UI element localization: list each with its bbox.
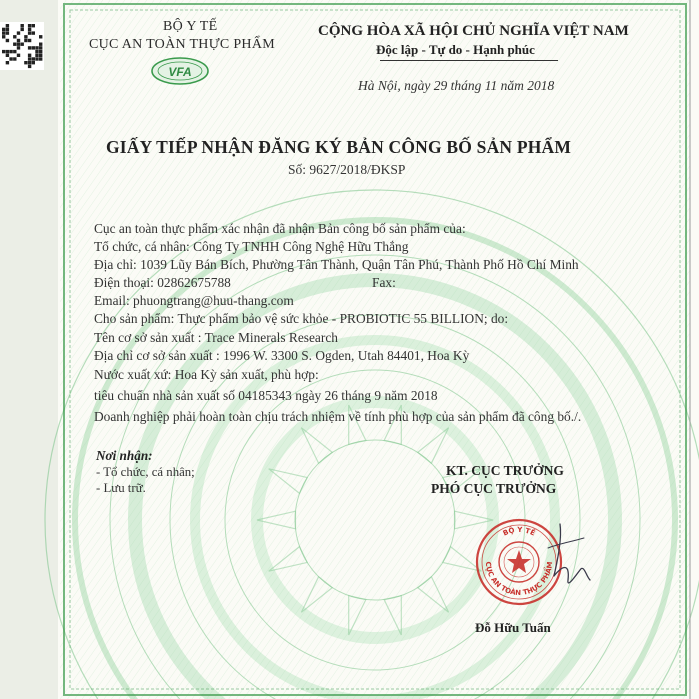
qr-cell xyxy=(13,50,16,53)
signature-role: PHÓ CỤC TRƯỞNG xyxy=(431,481,557,496)
qr-cell xyxy=(21,24,24,27)
qr-cell xyxy=(35,46,38,49)
body-email: Email: phuongtrang@huu-thang.com xyxy=(94,293,294,308)
motto-underline xyxy=(380,60,558,61)
qr-cell xyxy=(6,24,9,27)
body-manufacturer-address: Địa chỉ cơ sở sản xuất : 1996 W. 3300 S. Ogden, Utah 84401, Hoa Kỳ xyxy=(94,348,470,363)
signature-on-behalf: KT. CỤC TRƯỞNG xyxy=(446,463,564,478)
qr-cell xyxy=(24,61,27,64)
qr-cell xyxy=(2,28,5,31)
qr-cell xyxy=(39,43,42,46)
qr-cell xyxy=(32,61,35,64)
recipients-heading: Nơi nhận: xyxy=(96,448,153,463)
body-origin: Nước xuất xứ: Hoa Kỳ sản xuất, phù hợp: xyxy=(94,367,319,382)
qr-cell xyxy=(39,50,42,53)
place-date: Hà Nội, ngày 29 tháng 11 năm 2018 xyxy=(358,78,555,93)
body-phone: Điện thoại: 02862675788 xyxy=(94,275,231,290)
svg-text:VFA: VFA xyxy=(168,65,192,79)
qr-cell xyxy=(2,31,5,34)
body-intro: Cục an toàn thực phẩm xác nhận đã nhận Bản công bố sản phẩm của: xyxy=(94,221,466,236)
qr-cell xyxy=(32,24,35,27)
body-standard: tiêu chuẩn nhà sản xuất số 04185343 ngày 26 tháng 9 năm 2018 xyxy=(94,388,438,403)
qr-code xyxy=(0,22,44,70)
qr-cell xyxy=(21,43,24,46)
qr-cell xyxy=(17,39,20,42)
signer-name: Đỗ Hữu Tuấn xyxy=(475,620,551,635)
qr-cell xyxy=(28,61,31,64)
qr-cell xyxy=(24,35,27,38)
qr-cell xyxy=(28,65,31,68)
handwritten-signature xyxy=(540,518,600,598)
document-number: Số: 9627/2018/ĐKSP xyxy=(288,162,406,177)
qr-cell xyxy=(35,50,38,53)
qr-cell xyxy=(6,54,9,57)
qr-cell xyxy=(28,24,31,27)
ministry-name: BỘ Y TẾ xyxy=(163,19,218,34)
qr-cell xyxy=(13,57,16,60)
agency-name: CỤC AN TOÀN THỰC PHẨM xyxy=(89,37,275,52)
qr-cell xyxy=(39,35,42,38)
svg-text:CỤC AN TOÀN THỰC PHẨM: CỤC AN TOÀN THỰC PHẨM xyxy=(483,561,555,598)
qr-cell xyxy=(17,31,20,34)
qr-cell xyxy=(32,46,35,49)
national-motto: Độc lập - Tự do - Hạnh phúc xyxy=(376,42,535,57)
body-product: Cho sản phẩm: Thực phẩm bảo vệ sức khỏe - PROBIOTIC 55 BILLION; do: xyxy=(94,311,509,326)
qr-cell xyxy=(17,46,20,49)
qr-cell xyxy=(6,31,9,34)
qr-cell xyxy=(24,39,27,42)
recipient-item: - Tổ chức, cá nhân; xyxy=(96,465,195,479)
qr-cell xyxy=(32,57,35,60)
qr-cell xyxy=(28,46,31,49)
vfa-logo-icon xyxy=(150,56,210,86)
qr-cell xyxy=(21,28,24,31)
qr-cell xyxy=(28,31,31,34)
qr-cell xyxy=(39,57,42,60)
svg-text:BỘ Y TẾ: BỘ Y TẾ xyxy=(501,525,537,538)
body-fax: Fax: xyxy=(372,275,396,290)
qr-cell xyxy=(6,39,9,42)
qr-cell xyxy=(13,43,16,46)
qr-cell xyxy=(28,57,31,60)
qr-cell xyxy=(6,50,9,53)
qr-cell xyxy=(17,43,20,46)
qr-cell xyxy=(39,54,42,57)
body-manufacturer: Tên cơ sở sản xuất : Trace Minerals Research xyxy=(94,330,338,345)
qr-cell xyxy=(9,50,12,53)
recipient-item: - Lưu trữ. xyxy=(96,481,146,495)
body-address: Địa chỉ: 1039 Lũy Bán Bích, Phường Tân Thành, Quận Tân Phú, Thành Phố Hồ Chí Minh xyxy=(94,257,579,272)
qr-cell xyxy=(35,54,38,57)
qr-cell xyxy=(35,57,38,60)
qr-cell xyxy=(17,54,20,57)
document-title: GIẤY TIẾP NHẬN ĐĂNG KÝ BẢN CÔNG BỐ SẢN PHẨM xyxy=(106,137,572,157)
qr-cell xyxy=(32,31,35,34)
qr-cell xyxy=(6,61,9,64)
qr-cell xyxy=(39,46,42,49)
qr-cell xyxy=(6,28,9,31)
qr-cell xyxy=(28,39,31,42)
qr-cell xyxy=(28,28,31,31)
body-responsibility: Doanh nghiệp phải hoàn toàn chịu trách nhiệm về tính phù hợp của sản phẩm đã công bố./. xyxy=(94,409,582,424)
qr-cell xyxy=(28,54,31,57)
country-name: CỘNG HÒA XÃ HỘI CHỦ NGHĨA VIỆT NAM xyxy=(318,23,629,39)
body-organization: Tổ chức, cá nhân: Công Ty TNHH Công Nghệ Hữu Thắng xyxy=(94,239,409,254)
qr-cell xyxy=(13,35,16,38)
qr-cell xyxy=(9,57,12,60)
qr-cell xyxy=(2,50,5,53)
qr-cell xyxy=(2,35,5,38)
